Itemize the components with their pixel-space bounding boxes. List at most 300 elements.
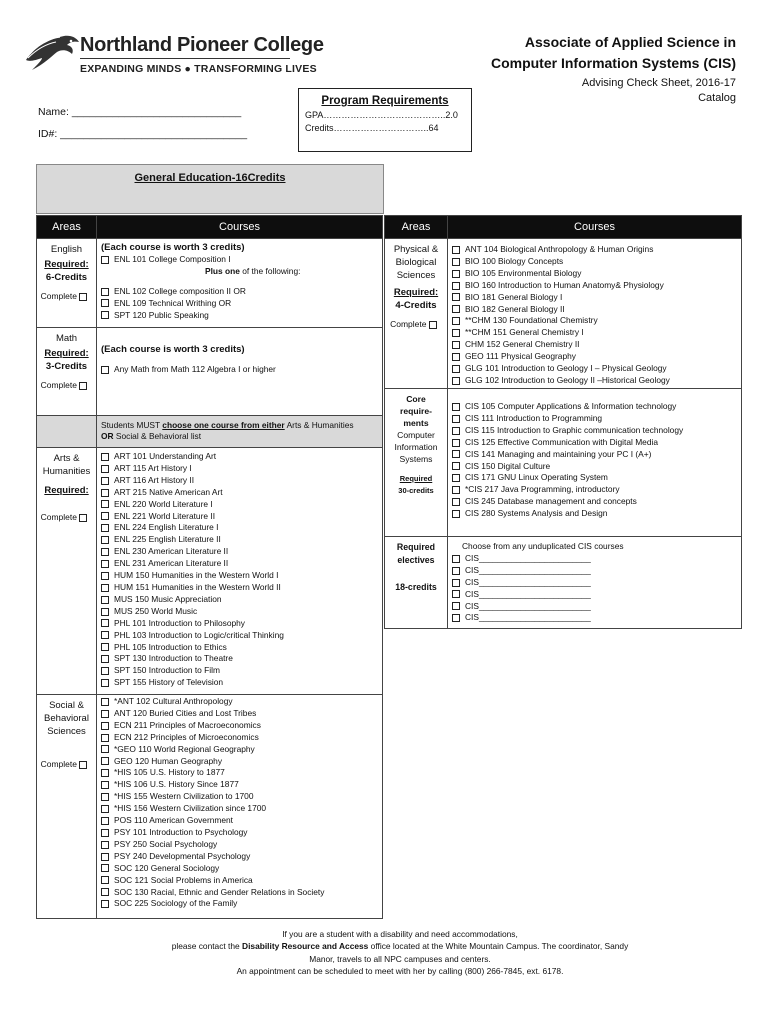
course-checkbox[interactable] <box>101 781 109 789</box>
course-checkbox[interactable] <box>101 698 109 706</box>
course-checkbox[interactable] <box>452 305 460 313</box>
course-item <box>97 696 382 708</box>
plus-one-rest: of the following: <box>239 265 301 276</box>
course-item <box>97 653 382 665</box>
course-checkbox[interactable] <box>101 256 109 264</box>
course-item <box>97 546 382 558</box>
course-label: CIS 111 Introduction to Programming <box>465 412 603 423</box>
course-item <box>97 499 382 511</box>
course-item <box>97 677 382 689</box>
course-checkbox[interactable] <box>101 679 109 687</box>
footer-line-1: If you are a student with a disability and need accommodations, <box>282 929 518 939</box>
footer-line-4: An appointment can be scheduled to meet with her by calling (800) 266-7845, ext. 6178. <box>236 965 564 976</box>
course-label: BIO 182 General Biology II <box>465 303 565 314</box>
title-line-1: Associate of Applied Science in <box>524 34 736 50</box>
course-item <box>97 570 382 582</box>
course-label: ENL 102 College composition II OR <box>114 285 246 296</box>
course-checkbox[interactable] <box>101 366 109 374</box>
course-item <box>97 803 382 815</box>
course-checkbox[interactable] <box>452 353 460 361</box>
course-checkbox[interactable] <box>101 655 109 663</box>
course-label: ENL 225 English Literature II <box>114 534 221 545</box>
course-checkbox[interactable] <box>452 462 460 470</box>
course-item <box>448 304 741 316</box>
course-item <box>448 496 741 508</box>
english-complete-checkbox[interactable] <box>79 293 87 301</box>
course-checkbox[interactable] <box>101 311 109 319</box>
course-item <box>97 582 382 594</box>
social-area-label-1: Social & <box>49 700 84 711</box>
name-field[interactable]: Name: _____________________________ <box>38 106 242 118</box>
math-course <box>97 364 382 376</box>
course-label: Any Math from Math 112 Algebra I or higher <box>114 363 276 374</box>
physical-credits: 4-Credits <box>395 300 437 311</box>
course-label: SOC 121 Social Problems in America <box>114 874 253 885</box>
course-item <box>448 292 741 304</box>
eagle-logo-icon <box>24 30 80 76</box>
course-item <box>97 791 382 803</box>
course-item <box>448 327 741 339</box>
course-label: ENL 109 Technical Writhing OR <box>114 297 232 308</box>
choose-note-or: OR <box>101 431 114 441</box>
course-label: SOC 120 General Sociology <box>114 862 220 873</box>
course-checkbox[interactable] <box>101 596 109 604</box>
course-checkbox[interactable] <box>101 817 109 825</box>
gen-ed-table <box>36 215 383 919</box>
course-label: *GEO 110 World Regional Geography <box>114 743 255 754</box>
arts-area <box>37 448 97 695</box>
physical-row <box>385 239 742 389</box>
course-checkbox[interactable] <box>452 555 460 563</box>
course-label: CIS 150 Digital Culture <box>465 460 551 471</box>
course-item <box>448 315 741 327</box>
course-label: CIS________________________ <box>465 600 591 611</box>
footer-line-3: Manor, travels to all NPC campuses and centers. <box>309 953 491 964</box>
course-label: ENL 101 College Composition I <box>114 253 231 264</box>
math-complete-checkbox[interactable] <box>79 382 87 390</box>
physical-area <box>385 239 448 389</box>
course-checkbox[interactable] <box>101 477 109 485</box>
course-checkbox[interactable] <box>101 453 109 461</box>
english-required-label: Required: <box>44 259 89 270</box>
courses-header: Courses <box>97 216 383 239</box>
course-label: CIS 245 Database management and concepts <box>465 496 637 507</box>
arts-area-label-1: Arts & <box>53 453 80 464</box>
course-item <box>448 449 741 461</box>
course-label: SPT 130 Introduction to Theatre <box>114 653 233 664</box>
course-checkbox[interactable] <box>101 489 109 497</box>
credits-requirement: Credits…………………………..64 <box>305 123 439 133</box>
course-item <box>97 732 382 744</box>
course-label: CIS 280 Systems Analysis and Design <box>465 508 608 519</box>
course-checkbox[interactable] <box>101 536 109 544</box>
course-label: ART 115 Art History I <box>114 462 192 473</box>
electives-row <box>385 537 742 629</box>
course-label: HUM 150 Humanities in the Western World I <box>114 570 279 581</box>
course-item <box>448 601 741 613</box>
course-item <box>448 256 741 268</box>
course-item <box>448 472 741 484</box>
course-label: ART 101 Understanding Art <box>114 451 217 461</box>
course-checkbox[interactable] <box>101 560 109 568</box>
arts-area-label-2: Humanities <box>42 466 91 477</box>
course-item <box>97 511 382 523</box>
english-note: (Each course is worth 3 credits) <box>101 242 245 253</box>
course-item <box>97 708 382 720</box>
choose-note-mid: Arts & Humanities <box>284 420 354 430</box>
course-checkbox[interactable] <box>452 403 460 411</box>
course-item <box>448 363 741 375</box>
course-checkbox[interactable] <box>452 427 460 435</box>
math-area <box>37 328 97 416</box>
social-complete-checkbox[interactable] <box>79 761 87 769</box>
choose-note-underlined: choose one course from either <box>162 420 285 430</box>
english-complete-label: Complete <box>40 291 77 301</box>
physical-complete-label: Complete <box>390 319 427 329</box>
course-item <box>448 375 741 387</box>
course-item <box>448 413 741 425</box>
title-line-2: Computer Information Systems (CIS) <box>490 55 736 71</box>
course-label: GLG 101 Introduction to Geology I – Physical Geology <box>465 363 667 374</box>
physical-area-label-3: Sciences <box>396 270 436 281</box>
social-courses <box>97 695 383 919</box>
electives-note: Choose from any unduplicated CIS courses <box>462 541 624 551</box>
course-item <box>448 565 741 577</box>
core-row <box>385 389 742 537</box>
areas-header-right: Areas <box>385 216 448 239</box>
course-checkbox[interactable] <box>101 769 109 777</box>
course-checkbox[interactable] <box>101 512 109 520</box>
course-label: ECN 211 Principles of Macroeconomics <box>114 719 261 730</box>
course-item <box>97 606 382 618</box>
course-checkbox[interactable] <box>101 500 109 508</box>
electives-area <box>385 537 448 629</box>
course-item <box>97 756 382 768</box>
gen-ed-title: General Education-16Credits <box>134 172 286 184</box>
core-area-label-5: Information <box>394 442 438 452</box>
course-label: ENL 230 American Literature II <box>114 546 229 557</box>
course-checkbox[interactable] <box>101 548 109 556</box>
course-checkbox[interactable] <box>101 288 109 296</box>
physical-area-label-1: Physical & <box>393 244 439 255</box>
course-checkbox[interactable] <box>452 246 460 254</box>
course-label: PSY 240 Developmental Psychology <box>114 850 251 861</box>
course-label: CIS________________________ <box>465 564 591 575</box>
course-item <box>97 618 382 630</box>
course-label: *CIS 217 Java Programming, introductory <box>465 484 620 495</box>
course-label: SPT 120 Public Speaking <box>114 309 209 320</box>
course-checkbox[interactable] <box>101 643 109 651</box>
course-checkbox[interactable] <box>452 377 460 385</box>
course-label: ENL 231 American Literature II <box>114 558 229 569</box>
course-item <box>97 534 382 546</box>
course-checkbox[interactable] <box>101 734 109 742</box>
electives-credits: 18-credits <box>395 582 437 592</box>
course-checkbox[interactable] <box>101 900 109 908</box>
courses-header-right: Courses <box>448 216 742 239</box>
english-courses <box>97 239 383 328</box>
course-item <box>97 475 382 487</box>
math-credits: 3-Credits <box>45 361 88 372</box>
course-checkbox[interactable] <box>101 465 109 473</box>
footer-office-name: Disability Resource and Access <box>242 941 369 952</box>
course-item <box>97 827 382 839</box>
math-row <box>37 328 383 416</box>
course-checkbox[interactable] <box>452 602 460 610</box>
core-area-label-4: Computer <box>397 430 435 440</box>
course-item <box>448 425 741 437</box>
program-table <box>384 215 742 629</box>
course-item <box>448 589 741 601</box>
course-item <box>448 577 741 589</box>
course-checkbox[interactable] <box>101 608 109 616</box>
course-checkbox[interactable] <box>101 888 109 896</box>
arts-complete-label: Complete <box>40 512 77 522</box>
course-checkbox[interactable] <box>101 793 109 801</box>
course-checkbox[interactable] <box>452 590 460 598</box>
course-label: ART 116 Art History II <box>114 474 195 485</box>
gpa-requirement: GPA…………………………………..2.0 <box>305 110 458 120</box>
english-course-1 <box>97 286 382 298</box>
id-field[interactable]: ID#: ________________________________ <box>38 128 248 140</box>
choose-note <box>97 416 383 448</box>
core-area-label-6: Systems <box>399 454 433 464</box>
course-checkbox[interactable] <box>452 341 460 349</box>
course-checkbox[interactable] <box>452 614 460 622</box>
math-complete <box>37 379 96 392</box>
course-checkbox[interactable] <box>101 667 109 675</box>
course-label: ANT 104 Biological Anthropology & Human Origins <box>465 244 654 254</box>
physical-complete-checkbox[interactable] <box>429 321 437 329</box>
course-label: CIS________________________ <box>465 552 591 563</box>
course-checkbox[interactable] <box>452 579 460 587</box>
course-checkbox[interactable] <box>101 572 109 580</box>
english-credits: 6-Credits <box>45 272 88 283</box>
course-item <box>448 484 741 496</box>
college-tagline: EXPANDING MINDS ● TRANSFORMING LIVES <box>80 63 317 75</box>
course-label: CIS________________________ <box>465 576 591 587</box>
course-label: BIO 105 Environmental Biology <box>465 267 582 278</box>
physical-complete <box>385 318 447 331</box>
course-checkbox[interactable] <box>452 365 460 373</box>
course-checkbox[interactable] <box>101 745 109 753</box>
course-item <box>97 451 382 463</box>
social-complete-label: Complete <box>40 759 77 769</box>
choose-note-blank <box>37 416 97 448</box>
course-checkbox[interactable] <box>452 270 460 278</box>
page-title <box>491 32 736 74</box>
course-checkbox[interactable] <box>452 329 460 337</box>
course-checkbox[interactable] <box>101 757 109 765</box>
course-item <box>448 351 741 363</box>
course-label: ART 215 Native American Art <box>114 486 223 497</box>
core-area <box>385 389 448 537</box>
plus-one-bold: Plus one <box>205 265 240 276</box>
course-label: CIS 171 GNU Linux Operating System <box>465 472 608 483</box>
course-checkbox[interactable] <box>452 510 460 518</box>
course-label: PSY 250 Social Psychology <box>114 838 218 849</box>
course-item <box>97 594 382 606</box>
course-label: BIO 160 Introduction to Human Anatomy& Physiology <box>465 279 664 290</box>
course-checkbox[interactable] <box>101 710 109 718</box>
footer-line-2 <box>120 940 680 952</box>
course-checkbox[interactable] <box>452 282 460 290</box>
physical-courses <box>448 239 742 389</box>
course-item <box>97 851 382 863</box>
course-label: *ANT 102 Cultural Anthropology <box>114 696 233 706</box>
math-required-label: Required: <box>44 348 89 359</box>
course-label: PHL 105 Introduction to Ethics <box>114 641 227 652</box>
course-checkbox[interactable] <box>101 619 109 627</box>
plus-one-line <box>97 266 382 278</box>
course-item <box>448 553 741 565</box>
course-label: CIS 115 Introduction to Graphic communication technology <box>465 424 684 435</box>
course-checkbox[interactable] <box>452 293 460 301</box>
course-item <box>448 612 741 624</box>
course-label: ENL 221 World Literature II <box>114 510 216 521</box>
course-checkbox[interactable] <box>452 258 460 266</box>
electives-courses <box>448 537 742 629</box>
course-item <box>97 522 382 534</box>
footer-line-2-post: office located at the White Mountain Campus. The coordinator, Sandy <box>368 941 629 952</box>
course-label: GEO 120 Human Geography <box>114 755 223 766</box>
course-label: **CHM 130 Foundational Chemistry <box>465 315 598 326</box>
math-area-label: Math <box>55 333 78 344</box>
course-label: ENL 220 World Literature I <box>114 498 213 509</box>
core-area-label-2: require- <box>400 406 432 416</box>
english-course-2 <box>97 298 382 310</box>
core-area-label-1: Core <box>406 394 426 404</box>
course-label: CIS 105 Computer Applications & Information technology <box>465 401 677 411</box>
course-item <box>97 744 382 756</box>
math-courses <box>97 328 383 416</box>
course-item <box>97 887 382 899</box>
course-label: *HIS 156 Western Civilization since 1700 <box>114 803 267 814</box>
electives-area-label-2: electives <box>397 555 435 565</box>
course-item <box>448 244 741 256</box>
math-note: (Each course is worth 3 credits) <box>101 344 245 355</box>
math-complete-label: Complete <box>40 380 77 390</box>
course-item <box>448 508 741 520</box>
course-checkbox[interactable] <box>101 876 109 884</box>
course-label: *HIS 106 U.S. History Since 1877 <box>114 779 239 790</box>
course-item <box>97 630 382 642</box>
english-first-course <box>97 254 382 266</box>
course-checkbox[interactable] <box>452 415 460 423</box>
course-label: CIS 125 Effective Communication with Digital Media <box>465 436 659 447</box>
course-checkbox[interactable] <box>101 722 109 730</box>
course-item <box>97 665 382 677</box>
course-label: SOC 225 Sociology of the Family <box>114 898 238 909</box>
course-item <box>97 767 382 779</box>
course-label: ECN 212 Principles of Microeconomics <box>114 731 259 742</box>
course-item <box>97 815 382 827</box>
course-item <box>97 720 382 732</box>
program-requirements-title: Program Requirements <box>321 95 449 107</box>
course-label: *HIS 155 Western Civilization to 1700 <box>114 791 254 802</box>
course-item <box>448 401 741 413</box>
social-complete <box>37 758 96 771</box>
electives-area-label-1: Required <box>396 542 436 552</box>
footer-line-2-pre: please contact the <box>171 941 243 952</box>
social-area-label-2: Behavioral <box>44 713 89 724</box>
english-area <box>37 239 97 328</box>
course-checkbox[interactable] <box>452 486 460 494</box>
course-checkbox[interactable] <box>452 474 460 482</box>
course-label: SPT 155 History of Television <box>114 677 224 688</box>
social-area-label-3: Sciences <box>47 726 86 737</box>
course-checkbox[interactable] <box>101 631 109 639</box>
course-label: HUM 151 Humanities in the Western World II <box>114 581 281 592</box>
core-credits: 30-credits <box>398 486 434 495</box>
arts-courses <box>97 448 383 695</box>
course-label: *HIS 105 U.S. History to 1877 <box>114 767 225 778</box>
course-label: CIS 141 Managing and maintaining your PC I (A+) <box>465 448 652 459</box>
course-checkbox[interactable] <box>101 584 109 592</box>
arts-complete-checkbox[interactable] <box>79 514 87 522</box>
course-checkbox[interactable] <box>452 567 460 575</box>
course-checkbox[interactable] <box>101 864 109 872</box>
logo-rule <box>80 58 290 59</box>
course-item <box>97 487 382 499</box>
course-checkbox[interactable] <box>101 299 109 307</box>
english-complete <box>37 290 96 303</box>
course-item <box>448 280 741 292</box>
choose-note-row <box>37 416 383 448</box>
course-label: CIS________________________ <box>465 612 591 623</box>
course-label: ANT 120 Buried Cities and Lost Tribes <box>114 707 257 718</box>
english-area-label: English <box>50 244 83 255</box>
physical-required-label: Required: <box>393 287 439 298</box>
course-item <box>448 268 741 280</box>
course-item <box>97 558 382 570</box>
choose-note-post: Social & Behavioral list <box>113 431 202 441</box>
course-item <box>448 437 741 449</box>
course-label: ENL 224 English Literature I <box>114 522 219 533</box>
electives-list <box>448 553 741 624</box>
course-label: BIO 181 General Biology I <box>465 291 563 302</box>
course-checkbox[interactable] <box>101 841 109 849</box>
course-checkbox[interactable] <box>101 805 109 813</box>
social-row <box>37 695 383 919</box>
course-checkbox[interactable] <box>101 853 109 861</box>
course-checkbox[interactable] <box>452 317 460 325</box>
course-checkbox[interactable] <box>101 524 109 532</box>
course-label: GEO 111 Physical Geography <box>465 351 576 362</box>
course-item <box>97 875 382 887</box>
course-label: **CHM 151 General Chemistry I <box>465 327 584 338</box>
course-item <box>448 461 741 473</box>
choose-note-pre: Students MUST <box>101 420 163 430</box>
course-checkbox[interactable] <box>452 450 460 458</box>
course-checkbox[interactable] <box>101 829 109 837</box>
page-subtitle <box>536 76 736 106</box>
course-label: POS 110 American Government <box>114 815 234 826</box>
college-name: Northland Pioneer College <box>80 34 324 56</box>
english-row <box>37 239 383 328</box>
physical-area-label-2: Biological <box>395 257 437 268</box>
core-area-label-3: ments <box>403 418 429 428</box>
course-item <box>97 863 382 875</box>
subtitle-line-1: Advising Check Sheet, 2016-17 <box>581 77 736 89</box>
english-course-3 <box>97 310 382 322</box>
course-label: MUS 250 World Music <box>114 605 198 616</box>
social-area <box>37 695 97 919</box>
course-checkbox[interactable] <box>452 439 460 447</box>
gen-ed-banner <box>36 164 384 214</box>
course-item <box>448 339 741 351</box>
course-checkbox[interactable] <box>452 498 460 506</box>
